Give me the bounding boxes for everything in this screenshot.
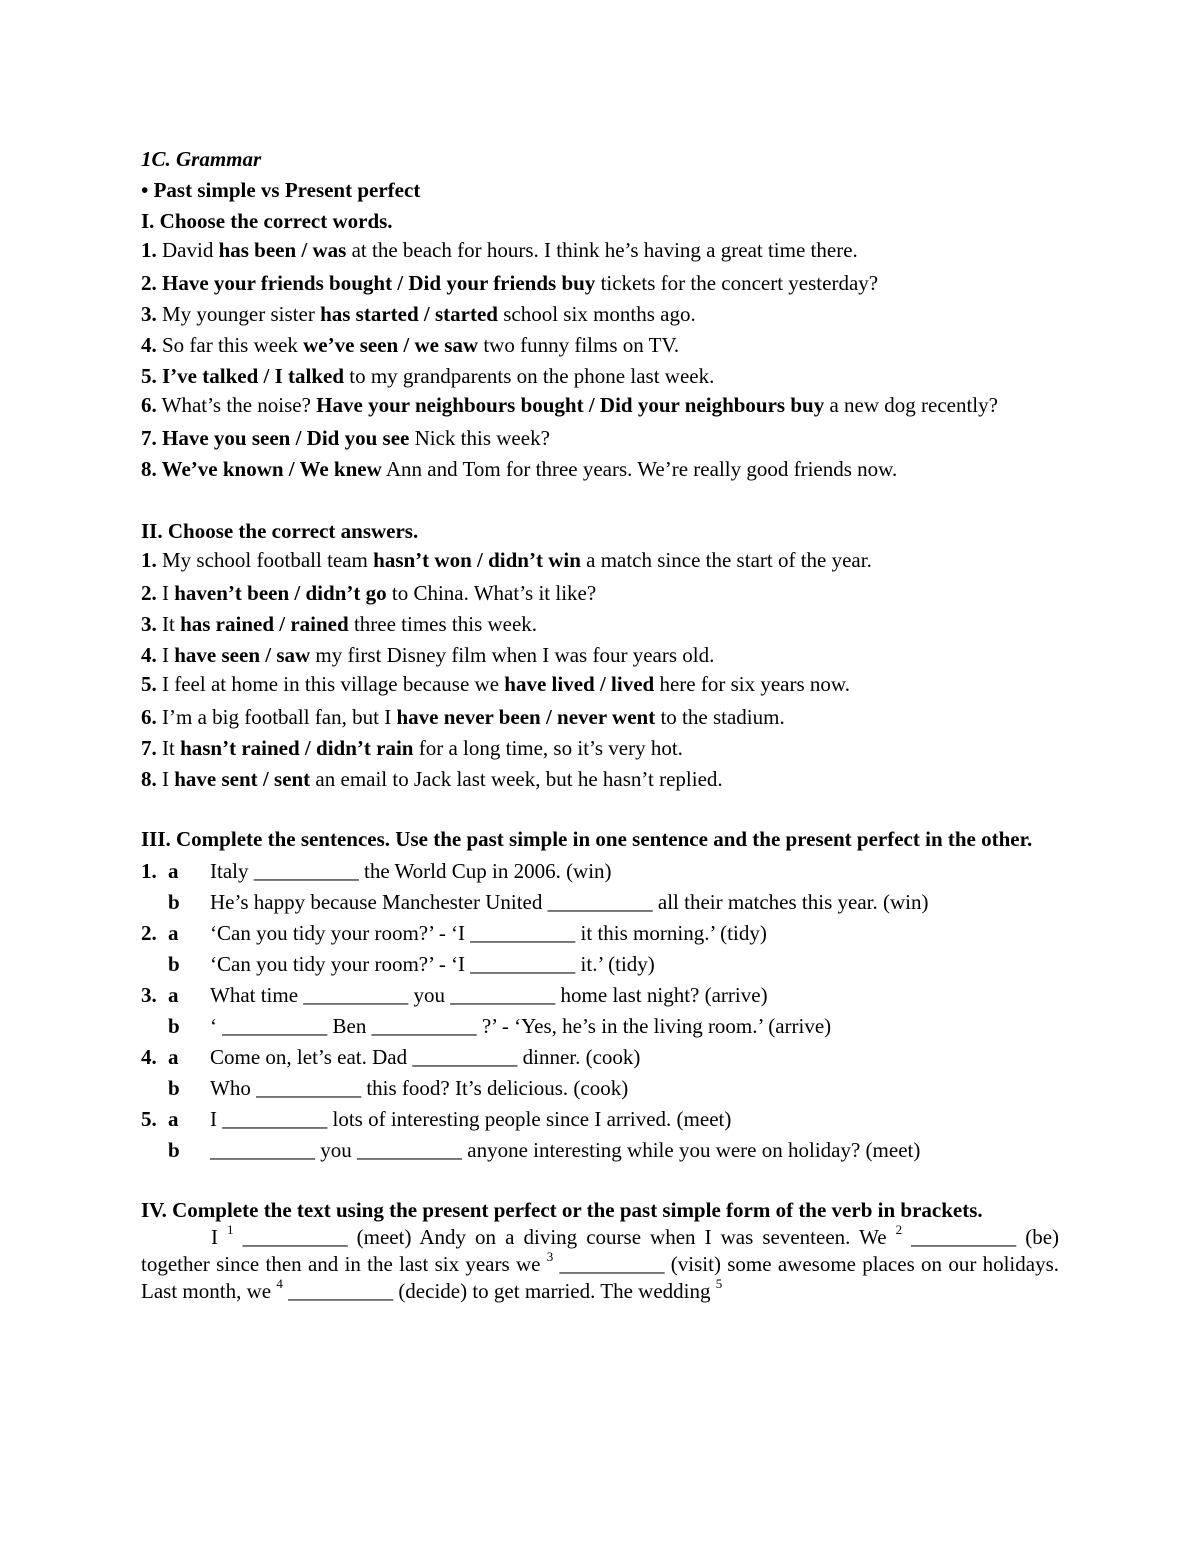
answer-choice: have lived / lived bbox=[504, 672, 655, 696]
answer-choice: 8. bbox=[141, 767, 157, 791]
item-text: What time __________ you __________ home last night? (arrive) bbox=[210, 983, 768, 1007]
item-letter: a bbox=[168, 1045, 179, 1069]
paragraph-text: __________ (decide) to get married. The wedding bbox=[282, 1279, 716, 1303]
item-text: to my grandparents on the phone last week. bbox=[344, 364, 715, 388]
item-text: David bbox=[156, 238, 219, 262]
exercise-item bbox=[141, 423, 1059, 454]
answer-choice: have never been / never went bbox=[396, 705, 656, 729]
exercise-item bbox=[141, 1042, 1059, 1073]
item-text: to the stadium. bbox=[655, 705, 785, 729]
item-text: a match since the start of the year. bbox=[580, 548, 872, 572]
item-text: two funny films on TV. bbox=[478, 333, 680, 357]
item-text: to China. What’s it like? bbox=[386, 581, 597, 605]
item-text: ‘Can you tidy your room?’ - ‘I __________ it.’ (tidy) bbox=[210, 952, 655, 976]
answer-choice: 4. bbox=[141, 643, 157, 667]
item-text: So far this week bbox=[156, 333, 304, 357]
item-text: a new dog recently? bbox=[824, 393, 998, 417]
item-text: It bbox=[156, 612, 181, 636]
exercise-item bbox=[141, 1011, 1059, 1042]
item-text: My school football team bbox=[156, 548, 374, 572]
answer-choice: 3. bbox=[141, 612, 157, 636]
topic-heading: • Past simple vs Present perfect bbox=[141, 178, 421, 202]
item-number: 2. bbox=[141, 921, 157, 945]
gap-number: 3 bbox=[546, 1249, 554, 1264]
exercise-item bbox=[141, 299, 1059, 330]
exercise-item bbox=[141, 640, 1059, 671]
item-text: my first Disney film when I was four years old. bbox=[310, 643, 715, 667]
exercise-item bbox=[141, 578, 1059, 609]
item-text: ‘Can you tidy your room?’ - ‘I __________ it this morning.’ (tidy) bbox=[210, 921, 767, 945]
exercise-item bbox=[141, 856, 1059, 887]
section-4-heading: IV. Complete the text using the present perfect or the past simple form of the verb in brackets. bbox=[141, 1198, 983, 1222]
item-text: Come on, let’s eat. Dad __________ dinner. (cook) bbox=[210, 1045, 641, 1069]
answer-choice: Have your neighbours bought / Did your neighbours buy bbox=[316, 393, 825, 417]
answer-choice: has been / was bbox=[218, 238, 347, 262]
answer-choice: 5. bbox=[141, 672, 157, 696]
item-text: I’m a big football fan, but I bbox=[156, 705, 397, 729]
item-letter: a bbox=[168, 1107, 179, 1131]
item-number: 5. bbox=[141, 1107, 157, 1131]
item-text: I feel at home in this village because we bbox=[156, 672, 505, 696]
item-text: It bbox=[156, 736, 181, 760]
exercise-item bbox=[141, 330, 1059, 361]
exercise-item bbox=[141, 671, 1059, 698]
item-number bbox=[141, 887, 168, 918]
item-text: I __________ lots of interesting people since I arrived. (meet) bbox=[210, 1107, 732, 1131]
item-text: ‘ __________ Ben __________ ?’ - ‘Yes, he’s in the living room.’ (arrive) bbox=[210, 1014, 832, 1038]
item-number bbox=[141, 1011, 168, 1042]
item-letter: b bbox=[168, 890, 180, 914]
answer-choice: 6. bbox=[141, 705, 157, 729]
paragraph-text: __________ (meet) Andy on a diving course when I was seventeen. We bbox=[233, 1225, 896, 1249]
exercise-item bbox=[141, 547, 1059, 574]
item-text: here for six years now. bbox=[654, 672, 850, 696]
item-text: He’s happy because Manchester United __________ all their matches this year. (win) bbox=[210, 890, 929, 914]
exercise-item bbox=[141, 1135, 1059, 1166]
answer-choice: 4. bbox=[141, 333, 157, 357]
item-text: __________ you __________ anyone interesting while you were on holiday? (meet) bbox=[210, 1138, 921, 1162]
gap-number: 4 bbox=[276, 1276, 283, 1291]
paragraph-text: I bbox=[211, 1225, 228, 1249]
answer-choice: 1. bbox=[141, 548, 157, 572]
item-text: I bbox=[156, 643, 175, 667]
section-3-heading: III. Complete the sentences. Use the past simple in one sentence and the present perfect in the other. bbox=[141, 827, 1033, 851]
answer-choice: 2. Have your friends bought / Did your friends buy bbox=[141, 271, 596, 295]
exercise-item bbox=[141, 949, 1059, 980]
item-number: 3. bbox=[141, 983, 157, 1007]
answer-choice: hasn’t won / didn’t win bbox=[373, 548, 581, 572]
item-number bbox=[141, 949, 168, 980]
item-letter: a bbox=[168, 983, 179, 1007]
answer-choice: 6. bbox=[141, 393, 157, 417]
item-text: for a long time, so it’s very hot. bbox=[413, 736, 683, 760]
paragraph-text: __________ (be) together since then and in the last six years we bbox=[141, 1225, 1060, 1276]
item-text: I bbox=[156, 767, 175, 791]
section-2-heading: II. Choose the correct answers. bbox=[141, 519, 419, 543]
answer-choice: we’ve seen / we saw bbox=[303, 333, 479, 357]
exercise-item bbox=[141, 764, 1059, 795]
gap-number: 5 bbox=[715, 1276, 723, 1291]
item-letter: a bbox=[168, 859, 179, 883]
exercise-item bbox=[141, 702, 1059, 733]
item-letter: b bbox=[168, 952, 180, 976]
answer-choice: has started / started bbox=[320, 302, 498, 326]
exercise-item bbox=[141, 237, 1059, 264]
answer-choice: 2. bbox=[141, 581, 157, 605]
item-text: I bbox=[156, 581, 175, 605]
answer-choice: 7. bbox=[141, 736, 157, 760]
answer-choice: haven’t been / didn’t go bbox=[174, 581, 387, 605]
answer-choice: have seen / saw bbox=[174, 643, 311, 667]
item-letter: b bbox=[168, 1076, 180, 1100]
item-number bbox=[141, 1135, 168, 1166]
answer-choice: 5. I’ve talked / I talked bbox=[141, 364, 345, 388]
item-number: 4. bbox=[141, 1045, 157, 1069]
section-4-paragraph bbox=[141, 1224, 1059, 1305]
exercise-item bbox=[141, 361, 1059, 392]
answer-choice: 3. bbox=[141, 302, 157, 326]
item-text: an email to Jack last week, but he hasn’t replied. bbox=[310, 767, 723, 791]
section-2-list bbox=[141, 547, 1059, 795]
exercise-item bbox=[141, 609, 1059, 640]
exercise-item bbox=[141, 392, 1059, 419]
answer-choice: 1. bbox=[141, 238, 157, 262]
section-1-list bbox=[141, 237, 1059, 485]
answer-choice: 7. Have you seen / Did you see bbox=[141, 426, 410, 450]
exercise-item bbox=[141, 454, 1059, 485]
item-text: What’s the noise? bbox=[156, 393, 317, 417]
answer-choice: has rained / rained bbox=[180, 612, 349, 636]
answer-choice: have sent / sent bbox=[174, 767, 311, 791]
item-letter: a bbox=[168, 921, 179, 945]
answer-choice: hasn’t rained / didn’t rain bbox=[180, 736, 414, 760]
item-text: three times this week. bbox=[348, 612, 538, 636]
item-text: at the beach for hours. I think he’s having a great time there. bbox=[346, 238, 858, 262]
exercise-item bbox=[141, 918, 1059, 949]
exercise-item bbox=[141, 980, 1059, 1011]
item-text: Nick this week? bbox=[409, 426, 550, 450]
exercise-item bbox=[141, 887, 1059, 918]
page-title: 1C. Grammar bbox=[141, 147, 262, 171]
exercise-item bbox=[141, 1073, 1059, 1104]
paragraph-text: __________ (visit) some awesome places on our holidays. Last month, we bbox=[141, 1252, 1060, 1303]
item-number bbox=[141, 1073, 168, 1104]
item-number: 1. bbox=[141, 859, 157, 883]
exercise-item bbox=[141, 268, 1059, 299]
worksheet-content bbox=[141, 144, 1059, 1305]
gap-number: 2 bbox=[895, 1222, 903, 1237]
item-letter: b bbox=[168, 1138, 180, 1162]
gap-number: 1 bbox=[227, 1222, 234, 1237]
item-text: tickets for the concert yesterday? bbox=[595, 271, 879, 295]
item-text: My younger sister bbox=[156, 302, 321, 326]
section-3-list bbox=[141, 856, 1059, 1166]
exercise-item bbox=[141, 733, 1059, 764]
item-text: Italy __________ the World Cup in 2006. (win) bbox=[210, 859, 612, 883]
item-text: Who __________ this food? It’s delicious. (cook) bbox=[210, 1076, 629, 1100]
item-text: Ann and Tom for three years. We’re really good friends now. bbox=[381, 457, 898, 481]
answer-choice: 8. We’ve known / We knew bbox=[141, 457, 382, 481]
exercise-item bbox=[141, 1104, 1059, 1135]
item-letter: b bbox=[168, 1014, 180, 1038]
section-1-heading: I. Choose the correct words. bbox=[141, 209, 393, 233]
item-text: school six months ago. bbox=[497, 302, 696, 326]
